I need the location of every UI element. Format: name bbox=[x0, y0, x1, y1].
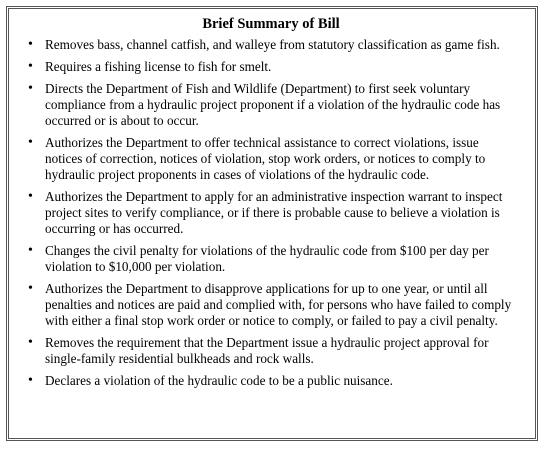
summary-bullet-item: • Declares a violation of the hydraulic code to be a public nuisance. bbox=[23, 373, 519, 389]
bill-summary-box bbox=[6, 6, 538, 441]
summary-bullet-item: • Authorizes the Department to disapprove applications for up to one year, or until all penalties and notices are paid and complied with, for persons who have failed to comply with either a final stop work order or notice to comply, or failed to pay a civil penalty. bbox=[23, 281, 519, 329]
summary-bullet-list bbox=[23, 37, 519, 389]
summary-bullet-item: • Removes the requirement that the Department issue a hydraulic project approval for single-family residential bulkheads and rock walls. bbox=[23, 335, 519, 367]
summary-bullet-item: • Authorizes the Department to apply for an administrative inspection warrant to inspect project sites to verify compliance, or if there is probable cause to believe a violation is occurring or has occurred. bbox=[23, 189, 519, 237]
summary-bullet-item: • Authorizes the Department to offer technical assistance to correct violations, issue notices of correction, notices of violation, stop work orders, or notices to comply to hydraulic project proponents in cases of violations of the hydraulic code. bbox=[23, 135, 519, 183]
summary-title: Brief Summary of Bill bbox=[202, 16, 340, 32]
summary-bullet-item: • Removes bass, channel catfish, and walleye from statutory classification as game fish. bbox=[23, 37, 519, 53]
summary-bullet-item: • Requires a fishing license to fish for smelt. bbox=[23, 59, 519, 75]
summary-bullet-item: • Changes the civil penalty for violations of the hydraulic code from $100 per day per violation to $10,000 per violation. bbox=[23, 243, 519, 275]
summary-bullet-item: • Directs the Department of Fish and Wildlife (Department) to first seek voluntary compliance from a hydraulic project proponent if a violation of the hydraulic code has occurred or is about to occur. bbox=[23, 81, 519, 129]
